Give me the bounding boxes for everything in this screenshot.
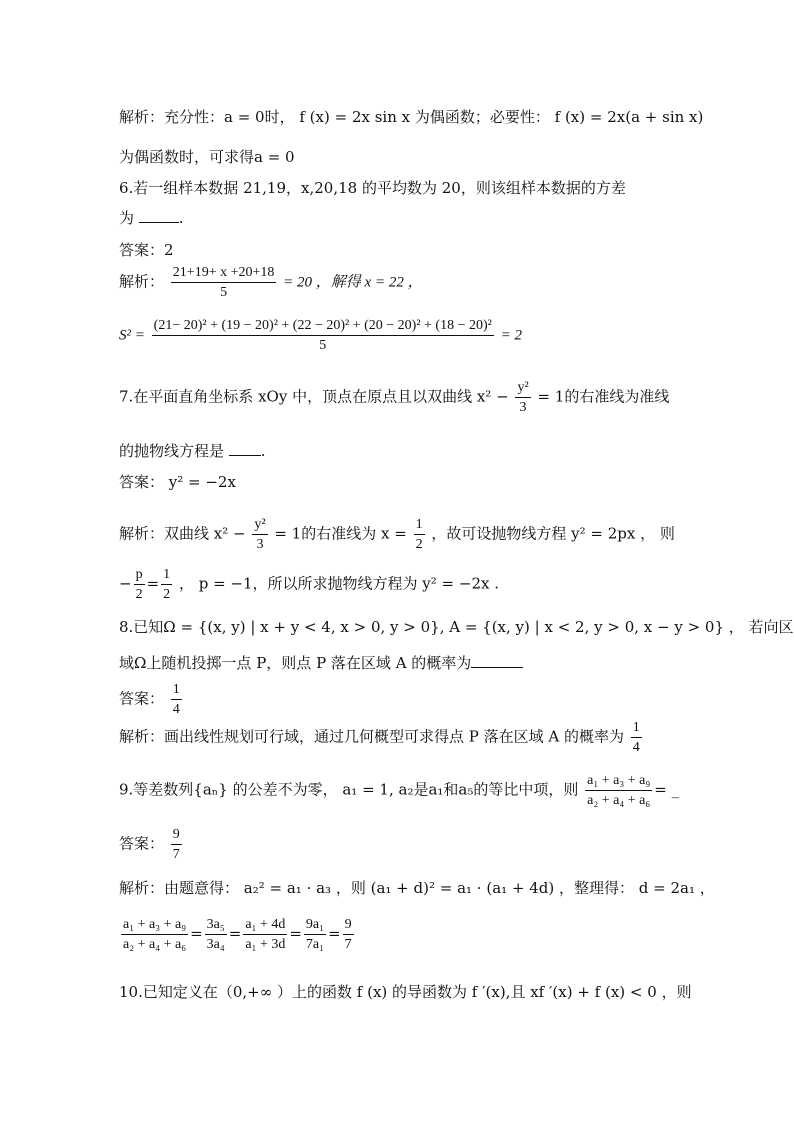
text: 的抛物线方程是 (119, 442, 225, 460)
solution-7-continued (119, 565, 499, 604)
text: ，故可设抛物线方程 y² = 2px ， 则 (431, 524, 675, 543)
text: 为偶函数时，可求得a = 0 (119, 148, 295, 166)
question-8 (119, 616, 794, 637)
denominator: 2 (415, 537, 423, 552)
answer-7 (119, 471, 236, 492)
text: 9.等差数列{aₙ} 的公差不为零， a₁ = 1, a₂是a₁和a₅的等比中项，则 (119, 780, 579, 799)
fraction (515, 378, 530, 417)
denominator: 3 (519, 400, 527, 415)
text: 解析：充分性：a = 0时， f (x) = 2x sin x 为偶函数；必要性： f (x) = 2x(a + sin x) (119, 108, 704, 126)
text: = (228, 924, 242, 943)
solution-9-fraction-chain (119, 915, 356, 954)
denominator: 7 (172, 847, 180, 862)
answer-9 (119, 825, 184, 864)
denominator: a₁ + 3d (245, 937, 286, 952)
denominator: 2 (135, 587, 143, 602)
numerator: a₁ + a₃ + a₉ (585, 771, 652, 791)
numerator: 1 (161, 565, 172, 585)
fraction (134, 565, 145, 604)
text: − (119, 574, 132, 593)
denominator: 7a₁ (305, 937, 325, 952)
text: 解析：画出线性规划可行域，通过几何概型可求得点 P 落在区域 A 的概率为 (119, 727, 625, 746)
text: . (178, 209, 184, 227)
text: = (328, 924, 341, 943)
text: = (289, 924, 302, 943)
numerator: 1 (414, 515, 425, 535)
numerator: 1 (631, 718, 642, 738)
denominator: 4 (632, 740, 640, 755)
text: 6.若一组样本数据 21,19，x,20,18 的平均数为 20，则该组样本数据的方差 (119, 179, 626, 197)
numerator: a₁ + 4d (243, 915, 287, 935)
fraction (585, 771, 652, 810)
denominator: a₂ + a₄ + a₆ (123, 937, 187, 952)
question-8-continued (119, 652, 523, 673)
text: 解析： (119, 272, 165, 291)
fraction (343, 915, 354, 954)
fraction (631, 718, 642, 757)
numerator: 3a₅ (205, 915, 227, 935)
numerator: 9 (171, 825, 182, 845)
numerator: (21− 20)² + (19 − 20)² + (22 − 20)² + (20 − 20)² + (18 − 20)² (152, 316, 494, 336)
answer-blank (139, 208, 179, 223)
fraction (121, 915, 188, 954)
text: = 20 ，解得 x = 22 ， (283, 274, 423, 291)
fraction (171, 680, 182, 719)
fraction (205, 915, 227, 954)
solution-6 (119, 263, 423, 302)
fraction (171, 825, 182, 864)
text: ， p = −1，所以所求抛物线方程为 y² = −2x . (178, 574, 499, 593)
text: = 2 (500, 327, 522, 344)
solution-8 (119, 718, 644, 757)
denominator: 3 (256, 537, 264, 552)
text: = _ (654, 780, 680, 799)
numerator: p (134, 565, 145, 585)
question-9 (119, 771, 679, 810)
variance-formula (119, 316, 522, 355)
fraction (171, 263, 277, 302)
answer-blank (471, 653, 523, 668)
question-7 (119, 378, 669, 417)
question-6 (119, 177, 626, 198)
denominator: 3a₄ (206, 937, 225, 952)
text: 10.已知定义在（0,+∞ ）上的函数 f (x) 的导函数为 f ′(x),且 xf ′(x) + f (x) < 0 ，则 (119, 983, 692, 1001)
text: . (260, 442, 266, 460)
denominator: a₂ + a₄ + a₆ (587, 793, 651, 808)
denominator: 5 (220, 285, 228, 300)
text: = (190, 924, 203, 943)
denominator: 7 (344, 937, 352, 952)
denominator: 4 (172, 702, 180, 717)
numerator: 9a₁ (304, 915, 326, 935)
fraction (243, 915, 287, 954)
text: 7.在平面直角坐标系 xOy 中，顶点在原点且以双曲线 x² − (119, 387, 509, 406)
text: = 1的右准线为准线 (537, 387, 670, 406)
numerator: a₁ + a₃ + a₉ (121, 915, 188, 935)
text: 答案：2 (119, 241, 174, 259)
text: 答案： (119, 689, 165, 708)
text: 解析：由题意得： a₂² = a₁ · a₃ ，则 (a₁ + d)² = a₁ · (a₁ + 4d) ，整理得： d = 2a₁ ， (119, 879, 715, 897)
question-10 (119, 981, 692, 1002)
solution-line (119, 106, 703, 127)
fraction (252, 515, 267, 554)
text: 答案： y² = −2x (119, 473, 236, 491)
fraction (414, 515, 425, 554)
answer-8 (119, 680, 184, 719)
numerator: y² (515, 378, 530, 398)
text: 8.已知Ω = {(x, y) | x + y < 4, x > 0, y > 0}, A = {(x, y) | x < 2, y > 0, x − y > 0} ， 若向区 (119, 618, 794, 636)
numerator: y² (252, 515, 267, 535)
numerator: 1 (171, 680, 182, 700)
text: = 1的右准线为 x = (274, 524, 407, 543)
answer-blank (229, 441, 261, 456)
fraction (304, 915, 326, 954)
question-6-blank-line (119, 207, 184, 228)
answer-6 (119, 239, 174, 260)
numerator: 21+19+ x +20+18 (171, 263, 277, 283)
text: 答案： (119, 834, 165, 853)
solution-line (119, 146, 295, 167)
text: = (146, 574, 160, 593)
numerator: 9 (343, 915, 354, 935)
text: 为 (119, 209, 135, 227)
solution-9 (119, 877, 715, 898)
fraction (152, 316, 494, 355)
fraction (161, 565, 172, 604)
denominator: 5 (319, 338, 327, 353)
question-7-blank-line (119, 440, 266, 461)
text: 解析：双曲线 x² − (119, 524, 246, 543)
solution-7 (119, 515, 675, 554)
denominator: 2 (163, 587, 171, 602)
text: 域Ω上随机投掷一点 P，则点 P 落在区域 A 的概率为 (119, 654, 472, 672)
text: S² = (119, 327, 145, 344)
